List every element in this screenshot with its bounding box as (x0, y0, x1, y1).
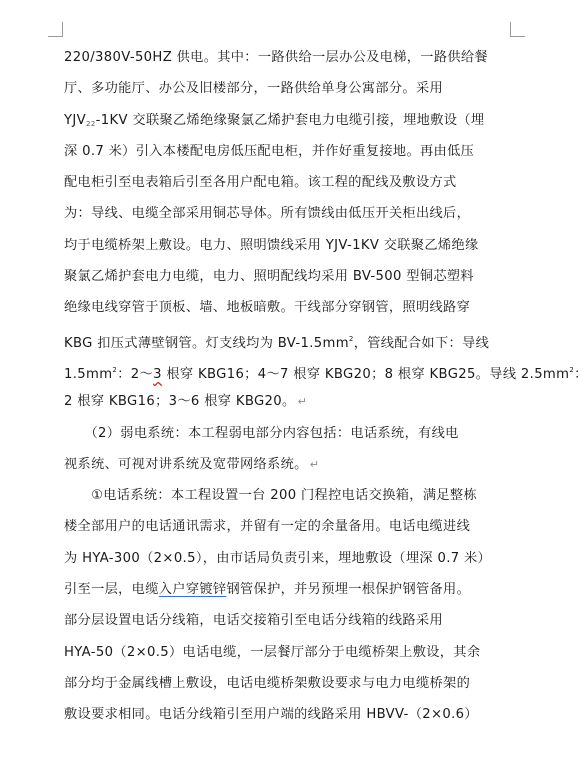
text-run: 敷设要求相同。电话分线箱引至用户端的线路采用 HBVV-（2×0.6） (64, 707, 478, 723)
text-run: 深 0.7 米）引入本楼配电房低压配电柜，并作好重复接地。再由低压 (64, 143, 475, 159)
text-run: YJV (64, 112, 87, 128)
text-run: 部分均于金属线槽上敷设，电话电缆桥架敷设要求与电力电缆桥架的 (64, 675, 471, 691)
text-run: 2 (569, 365, 575, 374)
text-line (64, 418, 512, 449)
text-line (64, 198, 512, 229)
text-run: （2）弱电系统：本工程弱电部分内容包括：电话系统，有线电 (64, 425, 459, 441)
text-run: 3 (153, 366, 162, 382)
text-line (64, 42, 512, 73)
text-line (64, 230, 512, 261)
text-run: -1KV 交联聚乙烯绝缘聚氯乙烯护套电力电缆引接，埋地敷设（埋 (95, 112, 485, 128)
text-line (64, 386, 512, 417)
paragraph-mark-icon: ↵ (297, 395, 308, 409)
text-line (64, 105, 512, 136)
text-line (64, 292, 512, 323)
text-run: 2 (348, 334, 354, 343)
document-body[interactable] (64, 42, 588, 731)
text-line (64, 449, 512, 480)
text-run: 22 (86, 119, 96, 128)
text-run: 部分层设置电话分线箱，电话交接箱引至电话分线箱的线路采用 (64, 613, 444, 629)
text-run: 绝缘电线穿管于顶板、墙、地板暗敷。干线部分穿钢管，照明线路穿 (64, 300, 471, 316)
text-line (64, 324, 512, 355)
text-run: 聚氯乙烯护套电力电缆，电力、照明配线均采用 BV-500 型铜芯塑料 (64, 269, 474, 285)
text-run: 为：导线、电缆全部采用铜芯导体。所有馈线由低压开关柜出线后， (64, 206, 471, 222)
text-run: 2 根穿 KBG16；3～6 根穿 KBG20。 (64, 394, 296, 410)
text-run: ： (574, 366, 588, 382)
text-line (64, 605, 512, 636)
text-run: 视系统、可视对讲系统及宽带网络系统。 (64, 456, 308, 472)
text-line (64, 167, 512, 198)
text-run: ：2～ (117, 366, 154, 382)
text-run: 根穿 KBG16；4～7 根穿 KBG20；8 根穿 KBG25。导线 2.5mm (161, 366, 570, 382)
text-run: 2 (112, 365, 118, 374)
margin-corner-top-left (48, 22, 63, 37)
text-line (64, 73, 512, 104)
paragraph-mark-icon: ↵ (309, 457, 320, 471)
text-line (64, 574, 512, 605)
text-run: 为 HYA-300（2×0.5），由市话局负责引来，埋地敷设（埋深 0.7 米） (64, 550, 492, 566)
text-line (64, 637, 512, 668)
text-run: HYA-50（2×0.5）电话电缆，一层餐厅部分于电缆桥架上敷设，其余 (64, 644, 481, 660)
text-line (64, 261, 512, 292)
text-line (64, 355, 588, 386)
text-run: 厅、多功能厅、办公及旧楼部分，一路供给单身公寓部分。采用 (64, 81, 444, 97)
text-line (64, 511, 512, 542)
text-run: ①电话系统：本工程设置一台 200 门程控电话交换箱，满足整栋 (64, 488, 477, 504)
text-run: ，管线配合如下：导线 (353, 335, 490, 351)
text-run: 配电柜引至电表箱后引至各用户配电箱。该工程的配线及敷设方式 (64, 175, 457, 191)
text-run: 均于电缆桥架上敷设。电力、照明馈线采用 YJV-1KV 交联聚乙烯绝缘 (64, 237, 479, 253)
text-run: 引至一层，电缆 (64, 582, 159, 598)
text-run: 入户穿镀锌 (158, 582, 227, 598)
text-run: KBG 扣压式薄壁钢管。灯支线均为 BV-1.5mm (64, 335, 349, 351)
text-run: 1.5mm (64, 366, 113, 382)
text-line (64, 136, 512, 167)
text-run: 钢管保护，并另预埋一根保护钢管备用。 (226, 582, 471, 598)
text-run: 楼全部用户的电话通讯需求，并留有一定的余量备用。电话电缆进线 (64, 519, 471, 535)
text-line (64, 668, 512, 699)
text-line (64, 699, 512, 730)
text-run: 220/380V-50HZ 供电。其中：一路供给一层办公及电梯，一路供给餐 (64, 50, 488, 65)
text-line (64, 543, 512, 574)
text-line (64, 480, 512, 511)
margin-corner-top-right (510, 22, 525, 37)
